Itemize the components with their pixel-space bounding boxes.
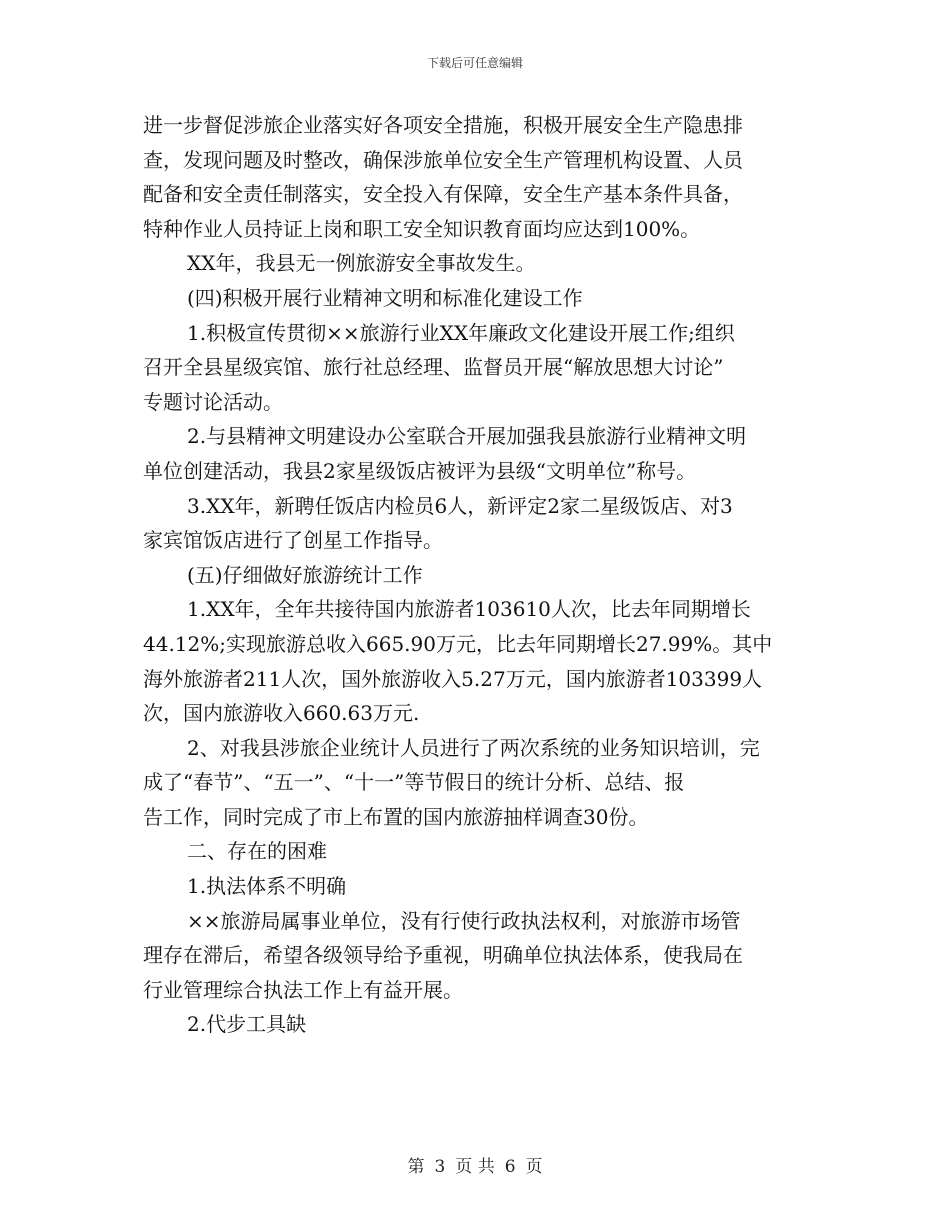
document-body: [143, 108, 811, 1042]
current-page-number: 3: [434, 1157, 446, 1177]
footer-suffix: 页: [525, 1157, 543, 1177]
page-header: 下载后可任意编辑: [426, 56, 523, 70]
body-text-line: 行业管理综合执法工作上有益开展。: [143, 977, 463, 1002]
body-text-line: 1.XX年，全年共接待国内旅游者103610人次，比去年同期增长: [187, 597, 751, 622]
page-footer: [0, 1152, 950, 1177]
body-text-line: 特种作业人员持证上岗和职工安全知识教育面均应达到100%。: [143, 216, 701, 241]
body-text-line: (四)积极开展行业精神文明和标准化建设工作: [187, 285, 583, 310]
body-text-line: 告工作，同时完成了市上布置的国内旅游抽样调查30份。: [143, 804, 649, 829]
body-text-line: 次，国内旅游收入660.63万元.: [143, 701, 420, 726]
body-text-line: ××旅游局属事业单位，没有行使行政执法权利，对旅游市场管: [187, 908, 741, 933]
body-text-line: 专题讨论活动。: [143, 389, 283, 414]
body-text-line: 2.代步工具缺: [187, 1012, 307, 1037]
body-text-line: 2、对我县涉旅企业统计人员进行了两次系统的业务知识培训，完: [187, 735, 760, 760]
body-text-line: 单位创建活动，我县2家星级饭店被评为县级“文明单位”称号。: [143, 458, 697, 483]
body-text-line: 1.执法体系不明确: [187, 874, 347, 899]
body-text-line: 召开全县星级宾馆、旅行社总经理、监督员开展“解放思想大讨论”: [143, 355, 724, 380]
footer-prefix: 第: [407, 1157, 425, 1177]
body-text-line: 1.积极宣传贯彻××旅游行业XX年廉政文化建设开展工作;组织: [187, 320, 735, 345]
body-text-line: 二、存在的困难: [187, 839, 327, 864]
footer-middle: 页 共: [455, 1157, 495, 1177]
body-text-line: 44.12%;实现旅游总收入665.90万元，比去年同期增长27.99%。其中: [143, 631, 773, 656]
body-text-line: (五)仔细做好旅游统计工作: [187, 562, 423, 587]
body-text-line: 进一步督促涉旅企业落实好各项安全措施，积极开展安全生产隐患排: [143, 113, 743, 137]
body-text-line: 2.与县精神文明建设办公室联合开展加强我县旅游行业精神文明: [187, 424, 747, 449]
body-text-line: 海外旅游者211人次，国外旅游收入5.27万元，国内旅游者103399人: [143, 666, 763, 691]
body-text-line: 配备和安全责任制落实，安全投入有保障，安全生产基本条件具备，: [143, 182, 743, 207]
total-pages-number: 6: [504, 1157, 516, 1177]
body-text-line: 理存在滞后，希望各级领导给予重视，明确单位执法体系，使我局在: [143, 943, 743, 968]
body-text-line: 查，发现问题及时整改，确保涉旅单位安全生产管理机构设置、人员: [143, 147, 743, 172]
body-text-line: 成了“春节”、“五一”、“十一”等节假日的统计分析、总结、报: [143, 770, 685, 795]
body-text-line: 3.XX年，新聘任饭店内检员6人，新评定2家二星级饭店、对3: [187, 493, 733, 518]
body-text-line: XX年，我县无一例旅游安全事故发生。: [187, 251, 536, 276]
body-text-line: 家宾馆饭店进行了创星工作指导。: [143, 528, 443, 553]
